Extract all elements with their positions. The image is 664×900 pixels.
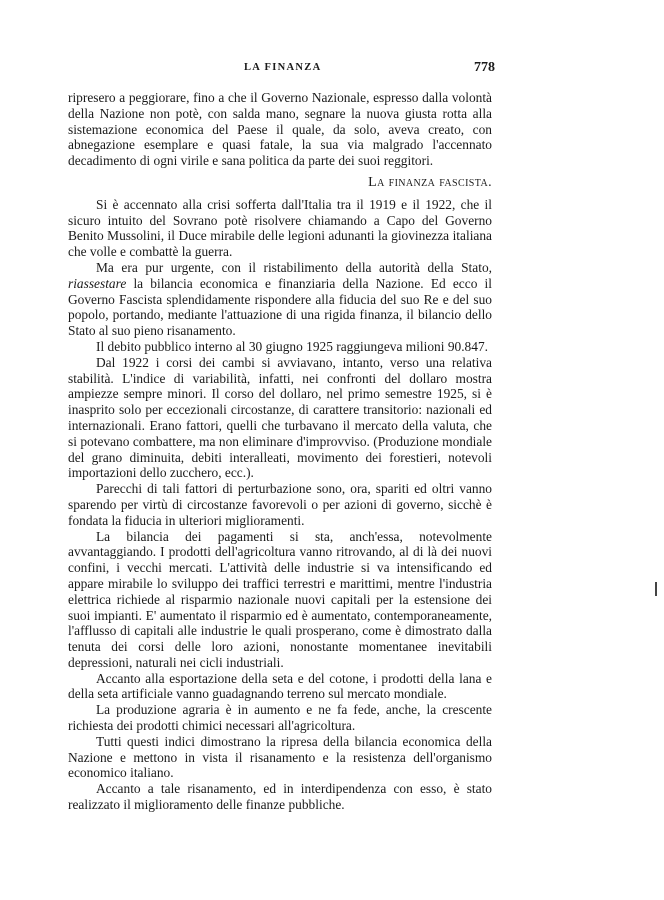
- paragraph-text: la bilancia economica e finanziaria della Nazione. Ed ecco il Governo Fascista splendidamente rispondere alla fiducia del suo Re e del suo popolo, portando, mediante l'attuazione di una rigida finanza, il bilancio dello Stato al suo pieno risanamento.: [68, 275, 492, 339]
- paragraph-balance-of-payments: La bilancia dei pagamenti si sta, anch'essa, notevolmente avvantaggiando. I prodotti dell'agricoltura vanno ritrovando, al di là dei nuovi confini, i vecchi mercati. L'attività delle industrie si va intensificando ed appare mirabile lo sviluppo dei traffici terrestri e marittimi, mentre l'industria elettrica richiede al risparmio nazionale nuovi capitali per la estensione dei suoi impianti. E' aumentato il risparmio ed è aumentato, contemporaneamente, l'afflusso di capitali alle industrie le quali prosperano, come è dimostrato dalla tenuta dei corsi delle loro azioni, nonostante momentanee inevitabili depressioni, naturali nei cicli industriali.: [68, 528, 492, 670]
- paragraph-exchange: Dal 1922 i corsi dei cambi si avviavano, intanto, verso una relativa stabilità. L'indice di variabilità, infatti, nei confronti del dollaro mostra ampiezze sempre minori. Il corso del dollaro, nel primo semestre 1925, si è inasprito solo per eccezionali circostanze, di carattere transitorio: nazionali ed internazionali. Erano fattori, quelli che turbavano il mercato della valuta, che si potevano combattere, ma non eliminare d'improvviso. (Produzione mondiale del grano diminuita, debiti interalleati, movimento dei forestieri, notevoli importazioni dello zucchero, ecc.).: [68, 354, 492, 481]
- body-text: [68, 90, 492, 813]
- running-header: [0, 62, 664, 82]
- paragraph-agriculture: La produzione agraria è in aumento e ne fa fede, anche, la crescente richiesta dei prodotti chimici necessari all'agricoltura.: [68, 702, 492, 734]
- section-heading: La finanza fascista.: [368, 174, 492, 190]
- paragraph-public-finances: Accanto a tale risanamento, ed in interdipendenza con esso, è stato realizzato il miglioramento delle finanze pubbliche.: [68, 781, 492, 813]
- paragraph-factors: Parecchi di tali fattori di perturbazione sono, ora, spariti ed oltri vanno sparendo per virtù di circostanze favorevoli o per azioni di governo, sicchè è fondata la fiducia in ulteriori miglioramenti.: [68, 481, 492, 528]
- margin-mark: [655, 582, 657, 596]
- paragraph-crisis: Si è accennato alla crisi sofferta dall'Italia tra il 1919 e il 1922, che il sicuro intuito del Sovrano potè risolvere chiamando a Capo del Governo Benito Mussolini, il Duce mirabile delle legioni adunanti la giovinezza italiana che volle e combattè la guerra.: [68, 196, 492, 260]
- paragraph-exports: Accanto alla esportazione della seta e del cotone, i prodotti della lana e della seta artificiale vanno guadagnando terreno sul mercato mondiale.: [68, 670, 492, 702]
- running-title: LA FINANZA: [244, 62, 322, 73]
- paragraph-fascist-government: [68, 260, 492, 339]
- italic-word: riassestare: [68, 275, 127, 291]
- intro-paragraph: ripresero a peggiorare, fino a che il Governo Nazionale, espresso dalla volontà della Nazione non potè, con salda mano, segnare la nuova giusta rotta alla sistemazione economica del Paese il quale, da solo, aveva creato, con abnegazione esemplare e quasi fatale, la sua via malgrado l'accennato decadimento di ogni virile e sana politica da parte dei suoi reggitori.: [68, 90, 492, 169]
- paragraph-public-debt: Il debito pubblico interno al 30 giugno 1925 raggiungeva milioni 90.847.: [96, 338, 488, 354]
- paragraph-text: Ma era pur urgente, con il ristabilimento della autorità della Stato,: [96, 259, 492, 275]
- page-number: 778: [474, 60, 495, 75]
- paragraph-indices: Tutti questi indici dimostrano la ripresa della bilancia economica della Nazione e mettono in vista il risanamento e la resistenza dell'organismo economico italiano.: [68, 733, 492, 781]
